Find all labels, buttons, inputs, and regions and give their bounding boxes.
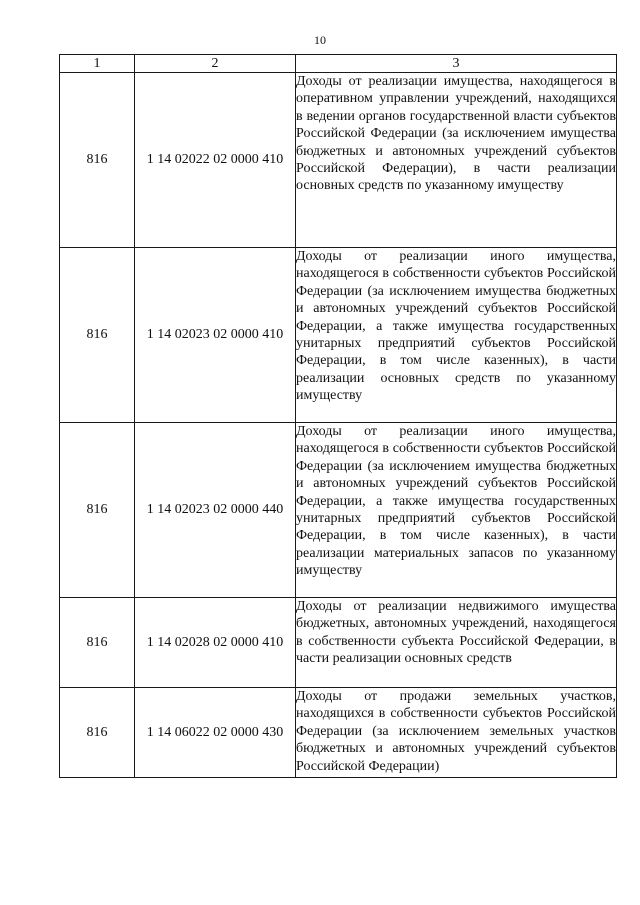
column-header-1: 1 <box>60 55 135 73</box>
table-row <box>60 423 617 598</box>
description-cell: Доходы от продажи земельных участков, находящихся в собственности субъектов Российской Федерации (за исключением земельных участков бюджетных и автономных учреждений субъектов Российской Федерации) <box>296 688 617 778</box>
column-header-3: 3 <box>296 55 617 73</box>
revenue-codes-table <box>59 54 617 778</box>
table-row <box>60 248 617 423</box>
description-cell: Доходы от реализации недвижимого имущества бюджетных, автономных учреждений, находящегося в собственности субъекта Российской Федерации, в части реализации основных средств <box>296 598 617 688</box>
budget-code-cell: 1 14 02023 02 0000 440 <box>135 423 296 598</box>
table-row <box>60 73 617 248</box>
budget-code-cell: 1 14 02022 02 0000 410 <box>135 73 296 248</box>
description-cell: Доходы от реализации иного имущества, находящегося в собственности субъектов Российской Федерации (за исключением имущества бюджетных и автономных учреждений субъектов Российской Федерации, а также имущества государственных унитарных предприятий субъектов Российской Федерации, в том числе казенных), в части реализации материальных запасов по указанному имуществу <box>296 423 617 598</box>
table-row <box>60 688 617 778</box>
budget-code-cell: 1 14 06022 02 0000 430 <box>135 688 296 778</box>
admin-code-cell: 816 <box>60 688 135 778</box>
admin-code-cell: 816 <box>60 73 135 248</box>
table-header-row <box>60 55 617 73</box>
admin-code-cell: 816 <box>60 598 135 688</box>
admin-code-cell: 816 <box>60 423 135 598</box>
description-cell: Доходы от реализации иного имущества, находящегося в собственности субъектов Российской Федерации (за исключением имущества бюджетных и автономных учреждений субъектов Российской Федерации, а также имущества государственных унитарных предприятий субъектов Российской Федерации, в том числе казенных), в части реализации основных средств по указанному имуществу <box>296 248 617 423</box>
description-cell: Доходы от реализации имущества, находящегося в оперативном управлении учреждений, находящихся в ведении органов государственной власти субъектов Российской Федерации (за исключением имущества бюджетных и автономных учреждений субъектов Российской Федерации), в части реализации основных средств по указанному имуществу <box>296 73 617 248</box>
column-header-2: 2 <box>135 55 296 73</box>
page-number: 10 <box>314 33 326 47</box>
budget-code-cell: 1 14 02028 02 0000 410 <box>135 598 296 688</box>
budget-code-cell: 1 14 02023 02 0000 410 <box>135 248 296 423</box>
admin-code-cell: 816 <box>60 248 135 423</box>
table-row <box>60 598 617 688</box>
